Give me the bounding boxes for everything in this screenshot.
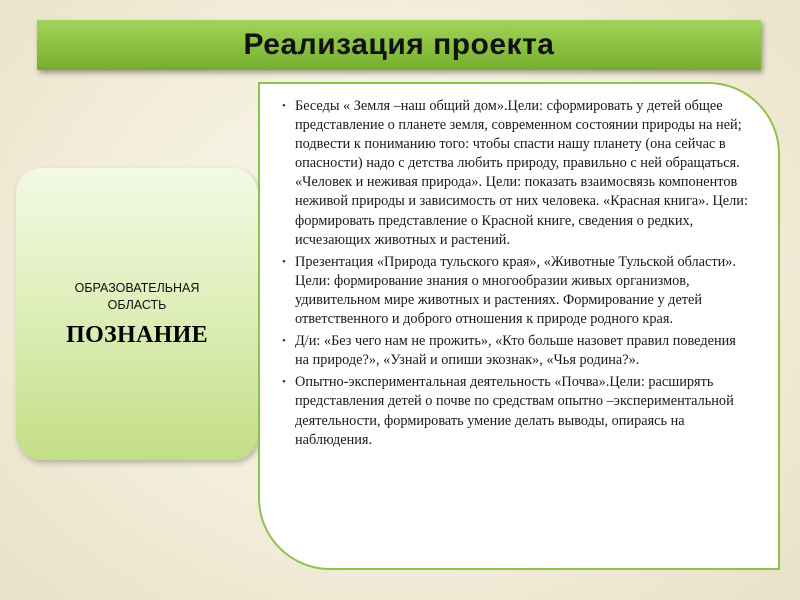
list-item-text: Опытно-экспериментальная деятельность «Почва».Цели: расширять представления детей о почве по средствам опытно –экспериментальной деятельности, формировать умение делать выводы, опираясь на наблюдения. xyxy=(295,374,734,448)
list-item xyxy=(282,97,750,250)
slide-title: Реализация проекта xyxy=(243,28,555,61)
activities-box xyxy=(258,82,780,570)
activities-list xyxy=(282,97,750,450)
educational-area-name: ПОЗНАНИЕ xyxy=(66,321,208,348)
educational-area-label: ОБРАЗОВАТЕЛЬНАЯ ОБЛАСТЬ xyxy=(74,280,200,312)
list-item xyxy=(282,332,750,370)
bullet-icon: • xyxy=(282,100,286,112)
list-item xyxy=(282,373,750,449)
list-item-text: Беседы « Земля –наш общий дом».Цели: сформировать у детей общее представление о планете земля, современном состоянии природы на ней; подвести к пониманию того: чтобы спасти нашу планету (она сейчас в опасности) надо с детства любить природу, правильно с ней обращаться. «Человек и неживая природа». Цели: показать взаимосвязь компонентов неживой природы и зависимость от них человека. «Красная книга». Цели: формировать представление о Красной книге, сведения о редких, исчезающих животных и растений. xyxy=(295,98,748,248)
educational-area-box xyxy=(16,168,258,460)
title-bar xyxy=(37,20,761,70)
list-item xyxy=(282,253,750,329)
list-item-text: Презентация «Природа тульского края», «Животные Тульской области». Цели: формирование знания о многообразии живых организмов, удивительном мире животных и растениях. Формирование у детей ответственного и доброго отношения к природе родного края. xyxy=(295,253,736,328)
bullet-icon: • xyxy=(282,335,286,348)
list-item-text: Д/и: «Без чего нам не прожить», «Кто больше назовет правил поведения на природе?», «Узнай и опиши экознак», «Чья родина?». xyxy=(295,333,736,369)
bullet-icon: • xyxy=(282,376,286,389)
bullet-icon: • xyxy=(282,255,286,268)
